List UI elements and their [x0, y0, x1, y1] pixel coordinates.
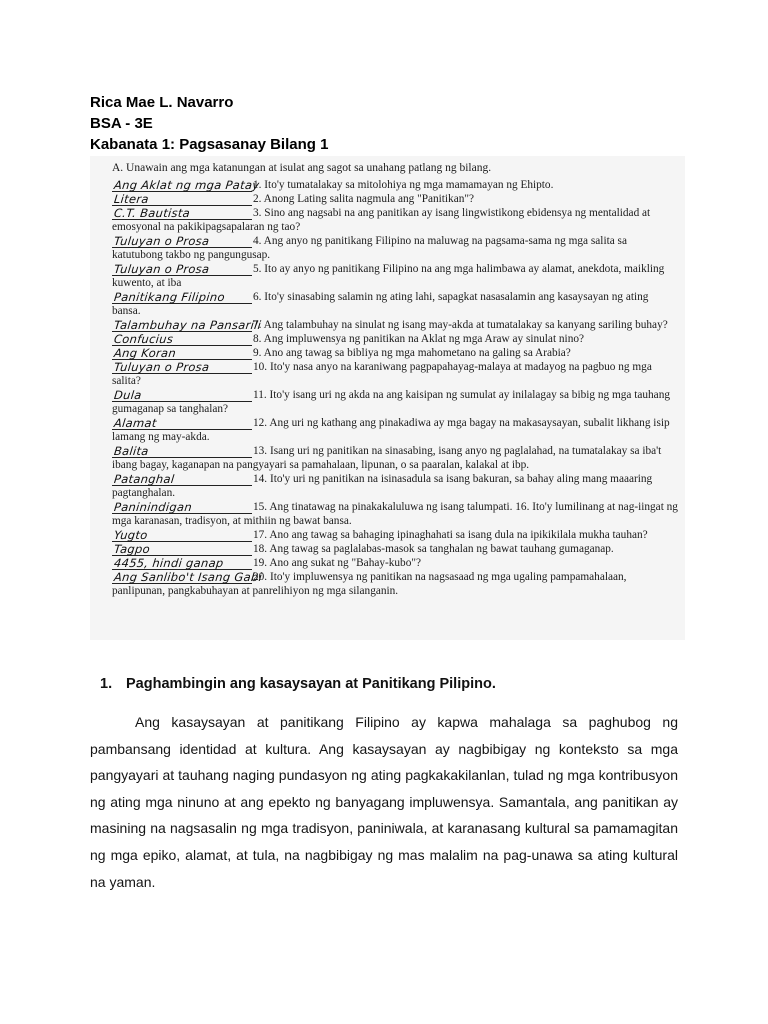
- worksheet-item: [112, 388, 678, 416]
- section-heading: [100, 676, 496, 692]
- handwritten-answer: Alamat: [113, 416, 158, 430]
- worksheet-item: [112, 318, 678, 332]
- worksheet-item: [112, 234, 678, 262]
- document-header: [90, 92, 690, 155]
- student-section: BSA - 3E: [90, 115, 153, 132]
- question-text: 17. Ano ang tawag sa bahaging ipinaghahati sa isang dula na ipikikilala mukha tauhan?: [253, 529, 648, 541]
- student-name: Rica Mae L. Navarro: [90, 94, 234, 111]
- handwritten-answer: Tuluyan o Prosa: [113, 234, 211, 248]
- handwritten-answer: Confucius: [113, 332, 174, 346]
- handwritten-answer: Ang Aklat ng mga Patay: [113, 178, 261, 192]
- question-text: 18. Ang tawag sa paglalabas-masok sa tanghalan ng bawat tauhang gumaganap.: [253, 543, 614, 555]
- worksheet-items: [112, 178, 678, 598]
- scanned-worksheet: [90, 156, 685, 640]
- question-text: 19. Ano ang sukat ng "Bahay-kubo"?: [253, 557, 421, 569]
- worksheet-item: [112, 556, 678, 570]
- answer-blank: [112, 542, 252, 556]
- section-paragraph: Ang kasaysayan at panitikang Filipino ay kapwa mahalaga sa paghubog ng pambansang identidad at kultura. Ang kasaysayan ay nagbibigay ng konteksto sa mga pangyayari at tauhang naging pundasyon ng ating pagkakakilanlan, tulad ng mga kontribusyon ng ating mga ninuno at ang epekto ng banyagang impluwensya. Samantala, ang panitikan ay masining na nagsasalin ng mga tradisyon, paniniwala, at karanasang kultural sa pamamagitan ng mga epiko, alamat, at tula, na nagbibigay ng mas malalim na pag-unawa sa ating kultural na yaman.: [90, 714, 678, 890]
- handwritten-answer: Ang Koran: [113, 346, 177, 360]
- answer-blank: [112, 318, 262, 332]
- question-text: 10. Ito'y nasa anyo na karaniwang pagpapahayag-malaya at madayog na pagbuo ng mga salita?: [112, 361, 652, 387]
- answer-blank: [112, 290, 252, 304]
- handwritten-answer: Panitikang Filipino: [113, 290, 226, 304]
- handwritten-answer: Balita: [113, 444, 150, 458]
- worksheet-item: [112, 472, 678, 500]
- question-text: 3. Sino ang nagsabi na ang panitikan ay isang lingwistikong ebidensya ng mentalidad at emosyonal na pakikipagsapalaran ng tao?: [112, 207, 651, 233]
- answer-blank: [112, 234, 252, 248]
- question-text: 5. Ito ay anyo ng panitikang Filipino na ang mga halimbawa ay alamat, anekdota, maikling kuwento, at iba: [112, 263, 665, 289]
- handwritten-answer: C.T. Bautista: [113, 206, 191, 220]
- answer-blank: [112, 472, 252, 486]
- worksheet-item: [112, 528, 678, 542]
- question-text: 11. Ito'y isang uri ng akda na ang kaisipan ng sumulat ay inilalagay sa bibig ng mga tauhang gumaganap sa tanghalan?: [112, 389, 670, 415]
- handwritten-answer: Dula: [113, 388, 143, 402]
- question-text: 4. Ang anyo ng panitikang Filipino na maluwag na pagsama-sama ng mga salita sa katutubong takbo ng pangungusap.: [112, 235, 627, 261]
- handwritten-answer: Ang Sanlibo't Isang Gabi: [113, 570, 263, 584]
- question-text: 20. Ito'y impluwensya ng panitikan na nagsasaad ng mga ugaling pampamahalaan, panlipunan, pangkabuhayan at panrelihiyon ng mga silanganin.: [112, 571, 627, 597]
- answer-blank: [112, 556, 252, 570]
- worksheet-item: [112, 346, 678, 360]
- answer-blank: [112, 388, 252, 402]
- answer-blank: [112, 528, 252, 542]
- handwritten-answer: Litera: [113, 192, 150, 206]
- handwritten-answer: Paninindigan: [113, 500, 193, 514]
- section-title: Paghambingin ang kasaysayan at Panitikang Pilipino.: [126, 676, 496, 692]
- worksheet-instruction: A. Unawain ang mga katanungan at isulat ang sagot sa unahang patlang ng bilang.: [112, 162, 492, 174]
- question-text: 15. Ang tinatawag na pinakakaluluwa ng isang talumpati. 16. Ito'y lumilinang at nag-iingat ng mga karanasan, tradisyon, at mithiin ng bawat bansa.: [112, 501, 678, 527]
- worksheet-item: [112, 206, 678, 234]
- worksheet-item: [112, 416, 678, 444]
- question-text: 14. Ito'y uri ng panitikan na isinasadula sa isang bakuran, sa bahay aling mang maaaring pagtanghalan.: [112, 473, 653, 499]
- answer-blank: [112, 192, 252, 206]
- worksheet-item: [112, 332, 678, 346]
- exercise-title: Kabanata 1: Pagsasanay Bilang 1: [90, 136, 329, 153]
- answer-blank: [112, 178, 261, 192]
- question-text: 13. Isang uri ng panitikan na sinasabing, isang anyo ng paglalahad, na tumatalakay sa iba't ibang bagay, kaganapan na pangyayari sa pamahalaan, lipunan, o sa paaralan, kalakal at ibp.: [112, 445, 662, 471]
- worksheet-content: [112, 160, 678, 598]
- worksheet-item: [112, 262, 678, 290]
- handwritten-answer: Tagpo: [113, 542, 151, 556]
- section-number: 1.: [100, 676, 113, 692]
- handwritten-answer: Patanghal: [113, 472, 176, 486]
- answer-blank: [112, 570, 263, 584]
- question-text: 2. Anong Lating salita nagmula ang "Panitikan"?: [253, 193, 474, 205]
- worksheet-item: [112, 444, 678, 472]
- answer-blank: [112, 206, 252, 220]
- worksheet-item: [112, 360, 678, 388]
- question-text: 7. Ang talambuhay na sinulat ng isang may-akda at tumatalakay sa kanyang sariling buhay?: [253, 319, 668, 331]
- question-text: 12. Ang uri ng kathang ang pinakadiwa ay mga bagay na makasaysayan, subalit likhang isip lamang ng may-akda.: [112, 417, 670, 443]
- answer-blank: [112, 444, 252, 458]
- worksheet-item: [112, 178, 678, 192]
- handwritten-answer: Tuluyan o Prosa: [113, 262, 211, 276]
- worksheet-item: [112, 542, 678, 556]
- question-text: 9. Ano ang tawag sa bibliya ng mga mahometano na galing sa Arabia?: [253, 347, 571, 359]
- worksheet-item: [112, 500, 678, 528]
- worksheet-item: [112, 570, 678, 598]
- handwritten-answer: Tuluyan o Prosa: [113, 360, 211, 374]
- answer-blank: [112, 360, 252, 374]
- answer-blank: [112, 416, 252, 430]
- question-text: 6. Ito'y sinasabing salamin ng ating lahi, sapagkat nasasalamin ang kasaysayan ng ating bansa.: [112, 291, 649, 317]
- handwritten-answer: 4455, hindi ganap: [113, 556, 225, 570]
- worksheet-item: [112, 290, 678, 318]
- question-text: 8. Ang impluwensya ng panitikan na Aklat ng mga Araw ay sinulat nino?: [253, 333, 585, 345]
- answer-blank: [112, 262, 252, 276]
- handwritten-answer: Talambuhay na Pansarili: [113, 318, 262, 332]
- answer-blank: [112, 500, 252, 514]
- answer-blank: [112, 332, 252, 346]
- worksheet-item: [112, 192, 678, 206]
- handwritten-answer: Yugto: [113, 528, 149, 542]
- answer-blank: [112, 346, 252, 360]
- question-text: 1. Ito'y tumatalakay sa mitolohiya ng mga mamamayan ng Ehipto.: [253, 179, 554, 191]
